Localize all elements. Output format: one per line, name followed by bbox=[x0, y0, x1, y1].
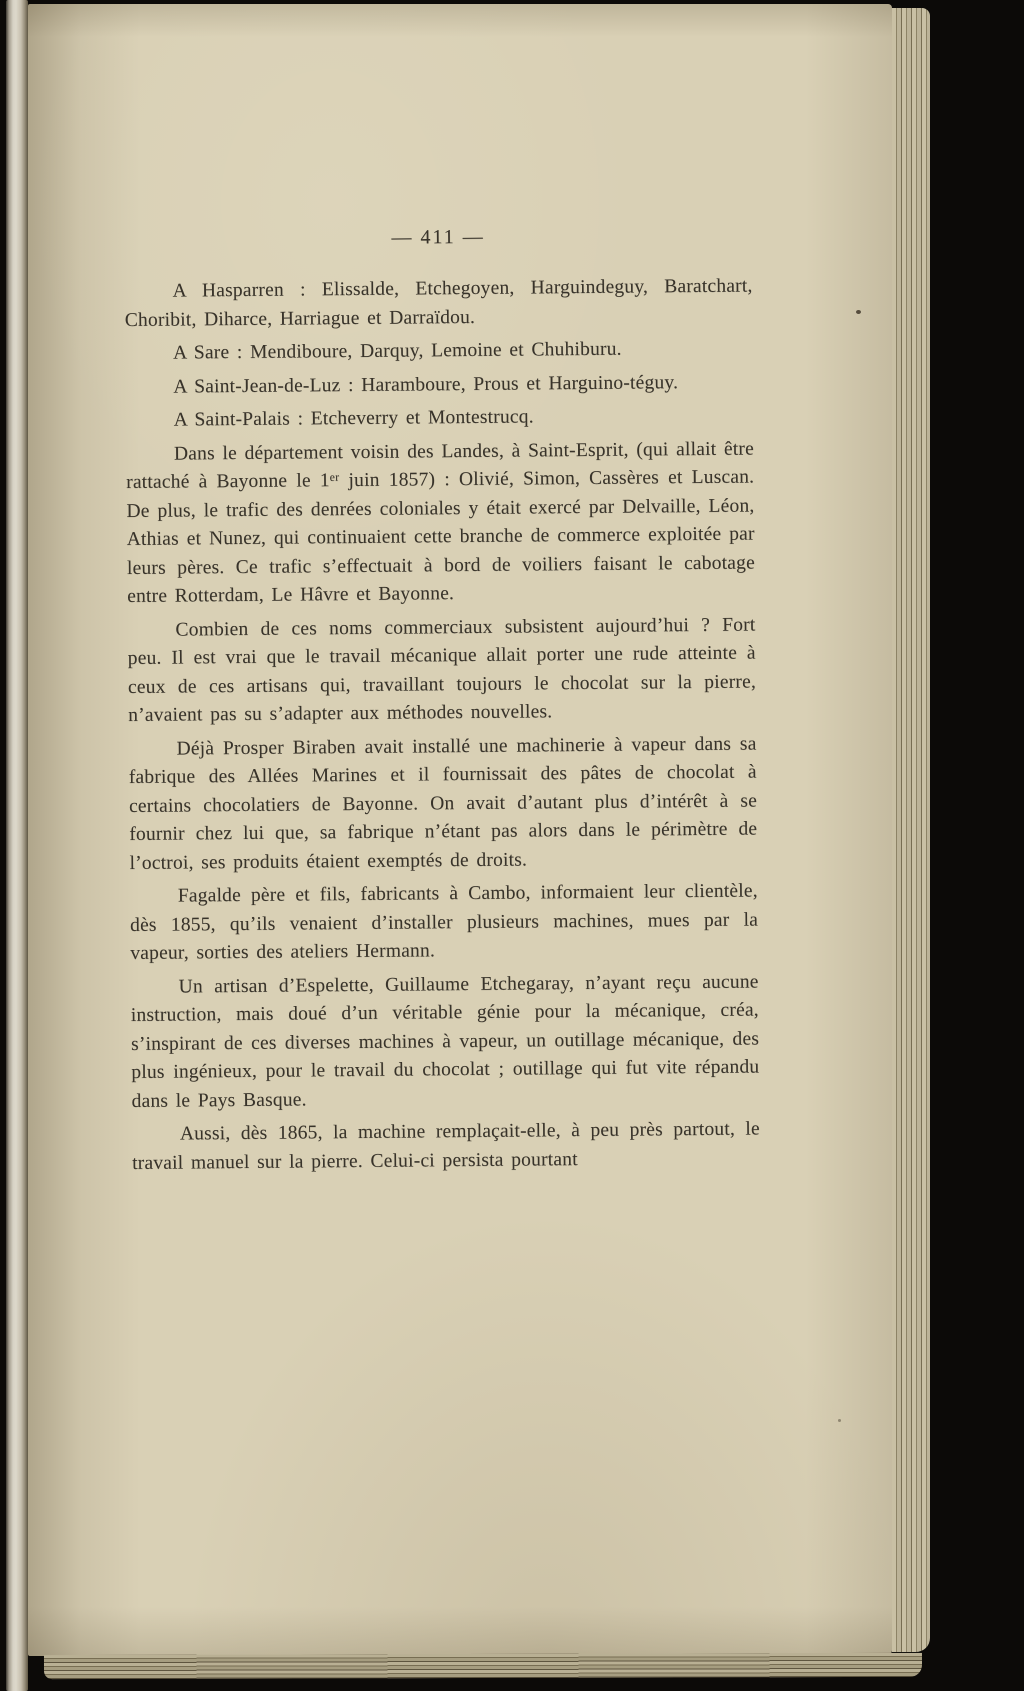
book-page bbox=[28, 4, 892, 1656]
scan-speck bbox=[838, 1419, 841, 1422]
paragraph: A Saint-Palais : Etcheverry et Montestrucq. bbox=[173, 406, 534, 431]
page-edges-bottom bbox=[44, 1653, 922, 1679]
page-number: — 411 — bbox=[391, 225, 485, 249]
paragraph: Déjà Prosper Biraben avait installé une machinerie à vapeur dans sa fabrique des Allées Marines et il fournissait des pâtes de chocolat à certains chocolatiers de Bayonne. On avait d’autant plus d’intérêt à se fournir chez lui que, sa fabrique n’étant pas alors dans le périmètre de l’octroi, ses produits étaient exemptés de droits. bbox=[128, 733, 758, 874]
paragraph: Combien de ces noms commerciaux subsistent aujourd’hui ? Fort peu. Il est vrai que le travail mécanique allait porter une rude atteinte à ceux de ces artisans qui, travaillant toujours le chocolat sur la pierre, n’avaient pas su s’adapter aux méthodes nouvelles. bbox=[127, 614, 757, 726]
paragraph: Aussi, dès 1865, la machine remplaçait-elle, à peu près partout, le travail manuel sur la pierre. Celui-ci persista pourtant bbox=[132, 1118, 760, 1174]
page-content bbox=[124, 225, 760, 1183]
paragraph: A Saint-Jean-de-Luz : Haramboure, Prous et Harguino-téguy. bbox=[173, 371, 679, 398]
scan-speck bbox=[856, 310, 861, 314]
paragraph: Un artisan d’Espelette, Guillaume Etchegaray, n’ayant reçu aucune instruction, mais doué d’un véritable génie pour la mécanique, créa, s’inspirant de ces diverses machines à vapeur, un outillage mécanique, des plus ingénieux, pour le travail du chocolat ; outillage qui fut vite répandu dans le Pays Basque. bbox=[130, 970, 760, 1112]
paragraph: A Sare : Mendiboure, Darquy, Lemoine et Chuhiburu. bbox=[172, 338, 622, 364]
paragraph: A Hasparren : Elissalde, Etchegoyen, Harguindeguy, Baratchart, Choribit, Diharce, Harriague et Darraïdou. bbox=[124, 275, 753, 331]
book-spine-edge bbox=[6, 0, 28, 1691]
paragraph: Fagalde père et fils, fabricants à Cambo, informaient leur clientèle, dès 1855, qu’ils venaient d’installer plusieurs machines, mues par la vapeur, sorties des ateliers Hermann. bbox=[129, 880, 759, 964]
page-edges-right bbox=[892, 8, 930, 1652]
paragraph: Dans le département voisin des Landes, à Saint-Esprit, (qui allait être rattaché à Bayonne le 1ᵉʳ juin 1857) : Olivié, Simon, Cassères et Luscan. De plus, le trafic des denrées coloniales y était exercé par Delvaille, Léon, Athias et Nunez, qui continuaient cette branche de commerce exploitée par leurs pères. Ce trafic s’effectuait à bord de voiliers faisant le cabotage entre Rotterdam, Le Hâvre et Bayonne. bbox=[126, 438, 756, 607]
